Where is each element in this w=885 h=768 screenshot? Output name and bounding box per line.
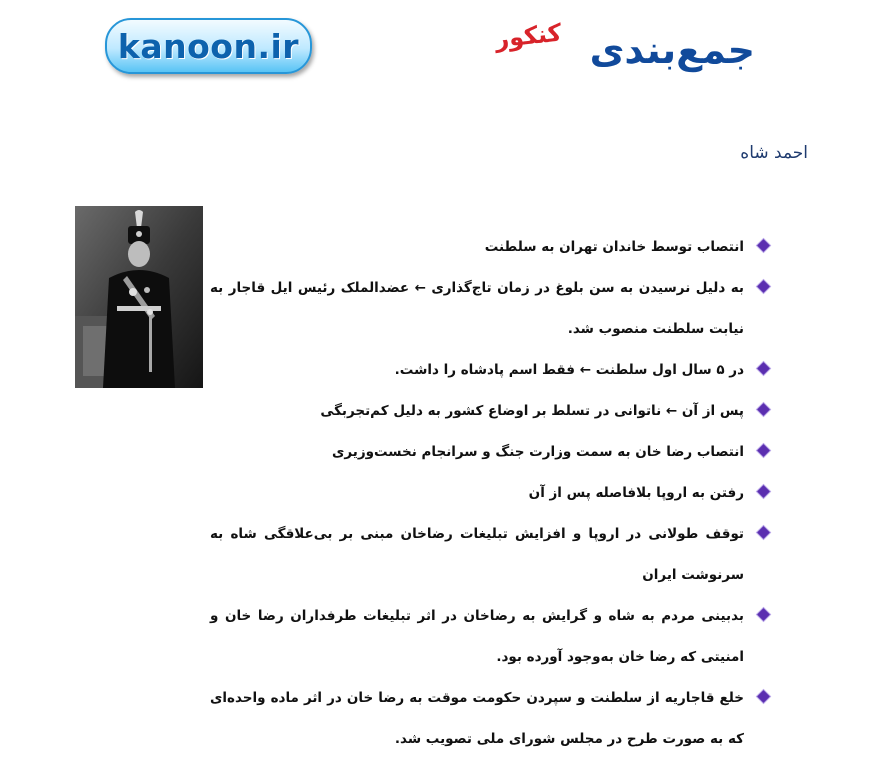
portrait-figure-icon <box>75 206 203 388</box>
diamond-bullet-icon <box>757 608 770 621</box>
list-item-text: انتصاب توسط خاندان تهران به سلطنت <box>484 239 744 255</box>
diamond-bullet-icon <box>757 280 770 293</box>
list-item-text: توقف طولانی در اروپا و افزایش تبلیغات رضاخان مبنی بر بی‌علاقگی شاه به سرنوشت ایران <box>210 526 744 583</box>
list-item-text: پس از آن ← ناتوانی در تسلط بر اوضاع کشور به دلیل کم‌تجربگی <box>320 403 744 419</box>
list-item-text: به دلیل نرسیدن به سن بلوغ در زمان تاج‌گذاری ← عضدالملک رئیس ایل قاجار به نیابت سلطنت منصوب شد. <box>210 280 744 337</box>
kanoon-logo[interactable] <box>105 18 312 74</box>
list-item <box>210 268 780 350</box>
list-item <box>210 350 780 391</box>
list-item <box>210 473 780 514</box>
jambandi-logo-text: جمع‌بندی <box>589 28 755 72</box>
kanoon-logo-text: kanoon.ir <box>117 26 300 66</box>
diamond-bullet-icon <box>757 690 770 703</box>
header <box>0 0 885 100</box>
list-item-text: رفتن به اروپا بلافاصله پس از آن <box>528 485 744 501</box>
diamond-bullet-icon <box>757 362 770 375</box>
diamond-bullet-icon <box>757 403 770 416</box>
list-item-text: در ۵ سال اول سلطنت ← فقط اسم پادشاه را داشت. <box>394 362 744 378</box>
list-item <box>210 678 780 760</box>
page-title: احمد شاه <box>740 143 808 163</box>
diamond-bullet-icon <box>757 444 770 457</box>
jambandi-konkur-logo <box>495 20 755 80</box>
list-item-text: خلع قاجاریه از سلطنت و سپردن حکومت موقت به رضا خان در اثر ماده واحده‌ای که به صورت طرح در مجلس شورای ملی تصویب شد. <box>210 690 744 747</box>
list-item-text: بدبینی مردم به شاه و گرایش به رضاخان در اثر تبلیغات طرفداران رضا خان و امنیتی که رضا خان به‌وجود آورده بود. <box>210 608 744 665</box>
list-item <box>210 227 780 268</box>
list-item-text: انتصاب رضا خان به سمت وزارت جنگ و سرانجام نخست‌وزیری <box>331 444 744 460</box>
konkur-logo-text: کنکور <box>493 18 563 54</box>
diamond-bullet-icon <box>757 526 770 539</box>
list-item <box>210 596 780 678</box>
diamond-bullet-icon <box>757 485 770 498</box>
diamond-bullet-icon <box>757 239 770 252</box>
portrait-photo <box>75 206 203 388</box>
list-item <box>210 432 780 473</box>
bullet-list <box>210 227 780 760</box>
list-item <box>210 514 780 596</box>
list-item <box>210 391 780 432</box>
